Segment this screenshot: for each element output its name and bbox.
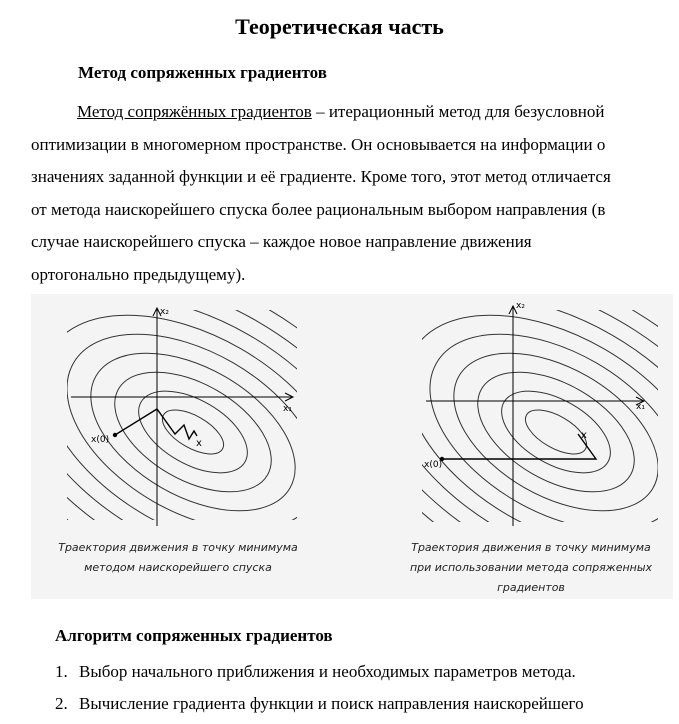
start-point-marker xyxy=(113,433,117,437)
conjugate-trajectory xyxy=(442,434,596,459)
section-heading-method: Метод сопряженных градиентов xyxy=(78,63,327,82)
minimum-point-label: x xyxy=(196,438,202,449)
paragraph-line-4: от метода наискорейшего спуска более рациональным выбором направления (в xyxy=(31,199,606,219)
list-item-text: Вычисление градиента функции и поиск направления наискорейшего xyxy=(79,694,584,713)
comparison-figure xyxy=(31,294,673,599)
axis-x1-label: x₁ xyxy=(283,404,292,414)
left-caption-line-1: Траектория движения в точку минимума xyxy=(58,541,298,554)
steepest-descent-plot xyxy=(31,294,351,529)
list-item-number: 1. xyxy=(55,662,68,681)
paragraph-line-2: оптимизации в многомерном пространстве. Он основывается на информации о xyxy=(31,134,606,154)
method-link[interactable]: Метод сопряжённых градиентов xyxy=(77,102,312,121)
paragraph-line-1-rest: – итерационный метод для безусловной xyxy=(311,102,605,121)
paragraph-line-3: значениях заданной функции и её градиенте. Кроме того, этот метод отличается xyxy=(31,167,611,186)
intro-paragraph xyxy=(31,96,672,291)
start-point-label: x(0) xyxy=(424,460,443,470)
conjugate-gradient-plot xyxy=(386,294,673,529)
contour-lines xyxy=(31,294,351,529)
right-caption xyxy=(393,538,669,598)
section-heading-algorithm: Алгоритм сопряженных градиентов xyxy=(55,626,333,645)
right-caption-line-1: Траектория движения в точку минимума xyxy=(411,541,651,554)
axis-x2-label: x₂ xyxy=(516,301,525,311)
right-caption-line-3: градиентов xyxy=(497,581,565,594)
paragraph-line-5: случае наискорейшего спуска – каждое новое направление движения xyxy=(31,232,532,251)
contour-lines xyxy=(386,294,673,529)
left-caption-line-2: методом наискорейшего спуска xyxy=(84,561,272,574)
axis-x2-label: x₂ xyxy=(160,307,169,317)
axis-x1-label: x₁ xyxy=(636,402,645,412)
page-title: Теоретическая часть xyxy=(235,14,444,39)
list-item-text: Выбор начального приближения и необходимых параметров метода. xyxy=(79,662,576,681)
paragraph-line-6: ортогонально предыдущему). xyxy=(31,264,246,284)
list-item-number: 2. xyxy=(55,694,68,713)
minimum-point-label: x xyxy=(581,430,587,441)
descent-trajectory xyxy=(115,409,197,439)
start-point-label: x(0) xyxy=(91,435,110,445)
paragraph-line-1 xyxy=(31,96,672,129)
left-caption xyxy=(41,538,315,578)
right-caption-line-2: при использовании метода сопряженных xyxy=(409,561,653,574)
